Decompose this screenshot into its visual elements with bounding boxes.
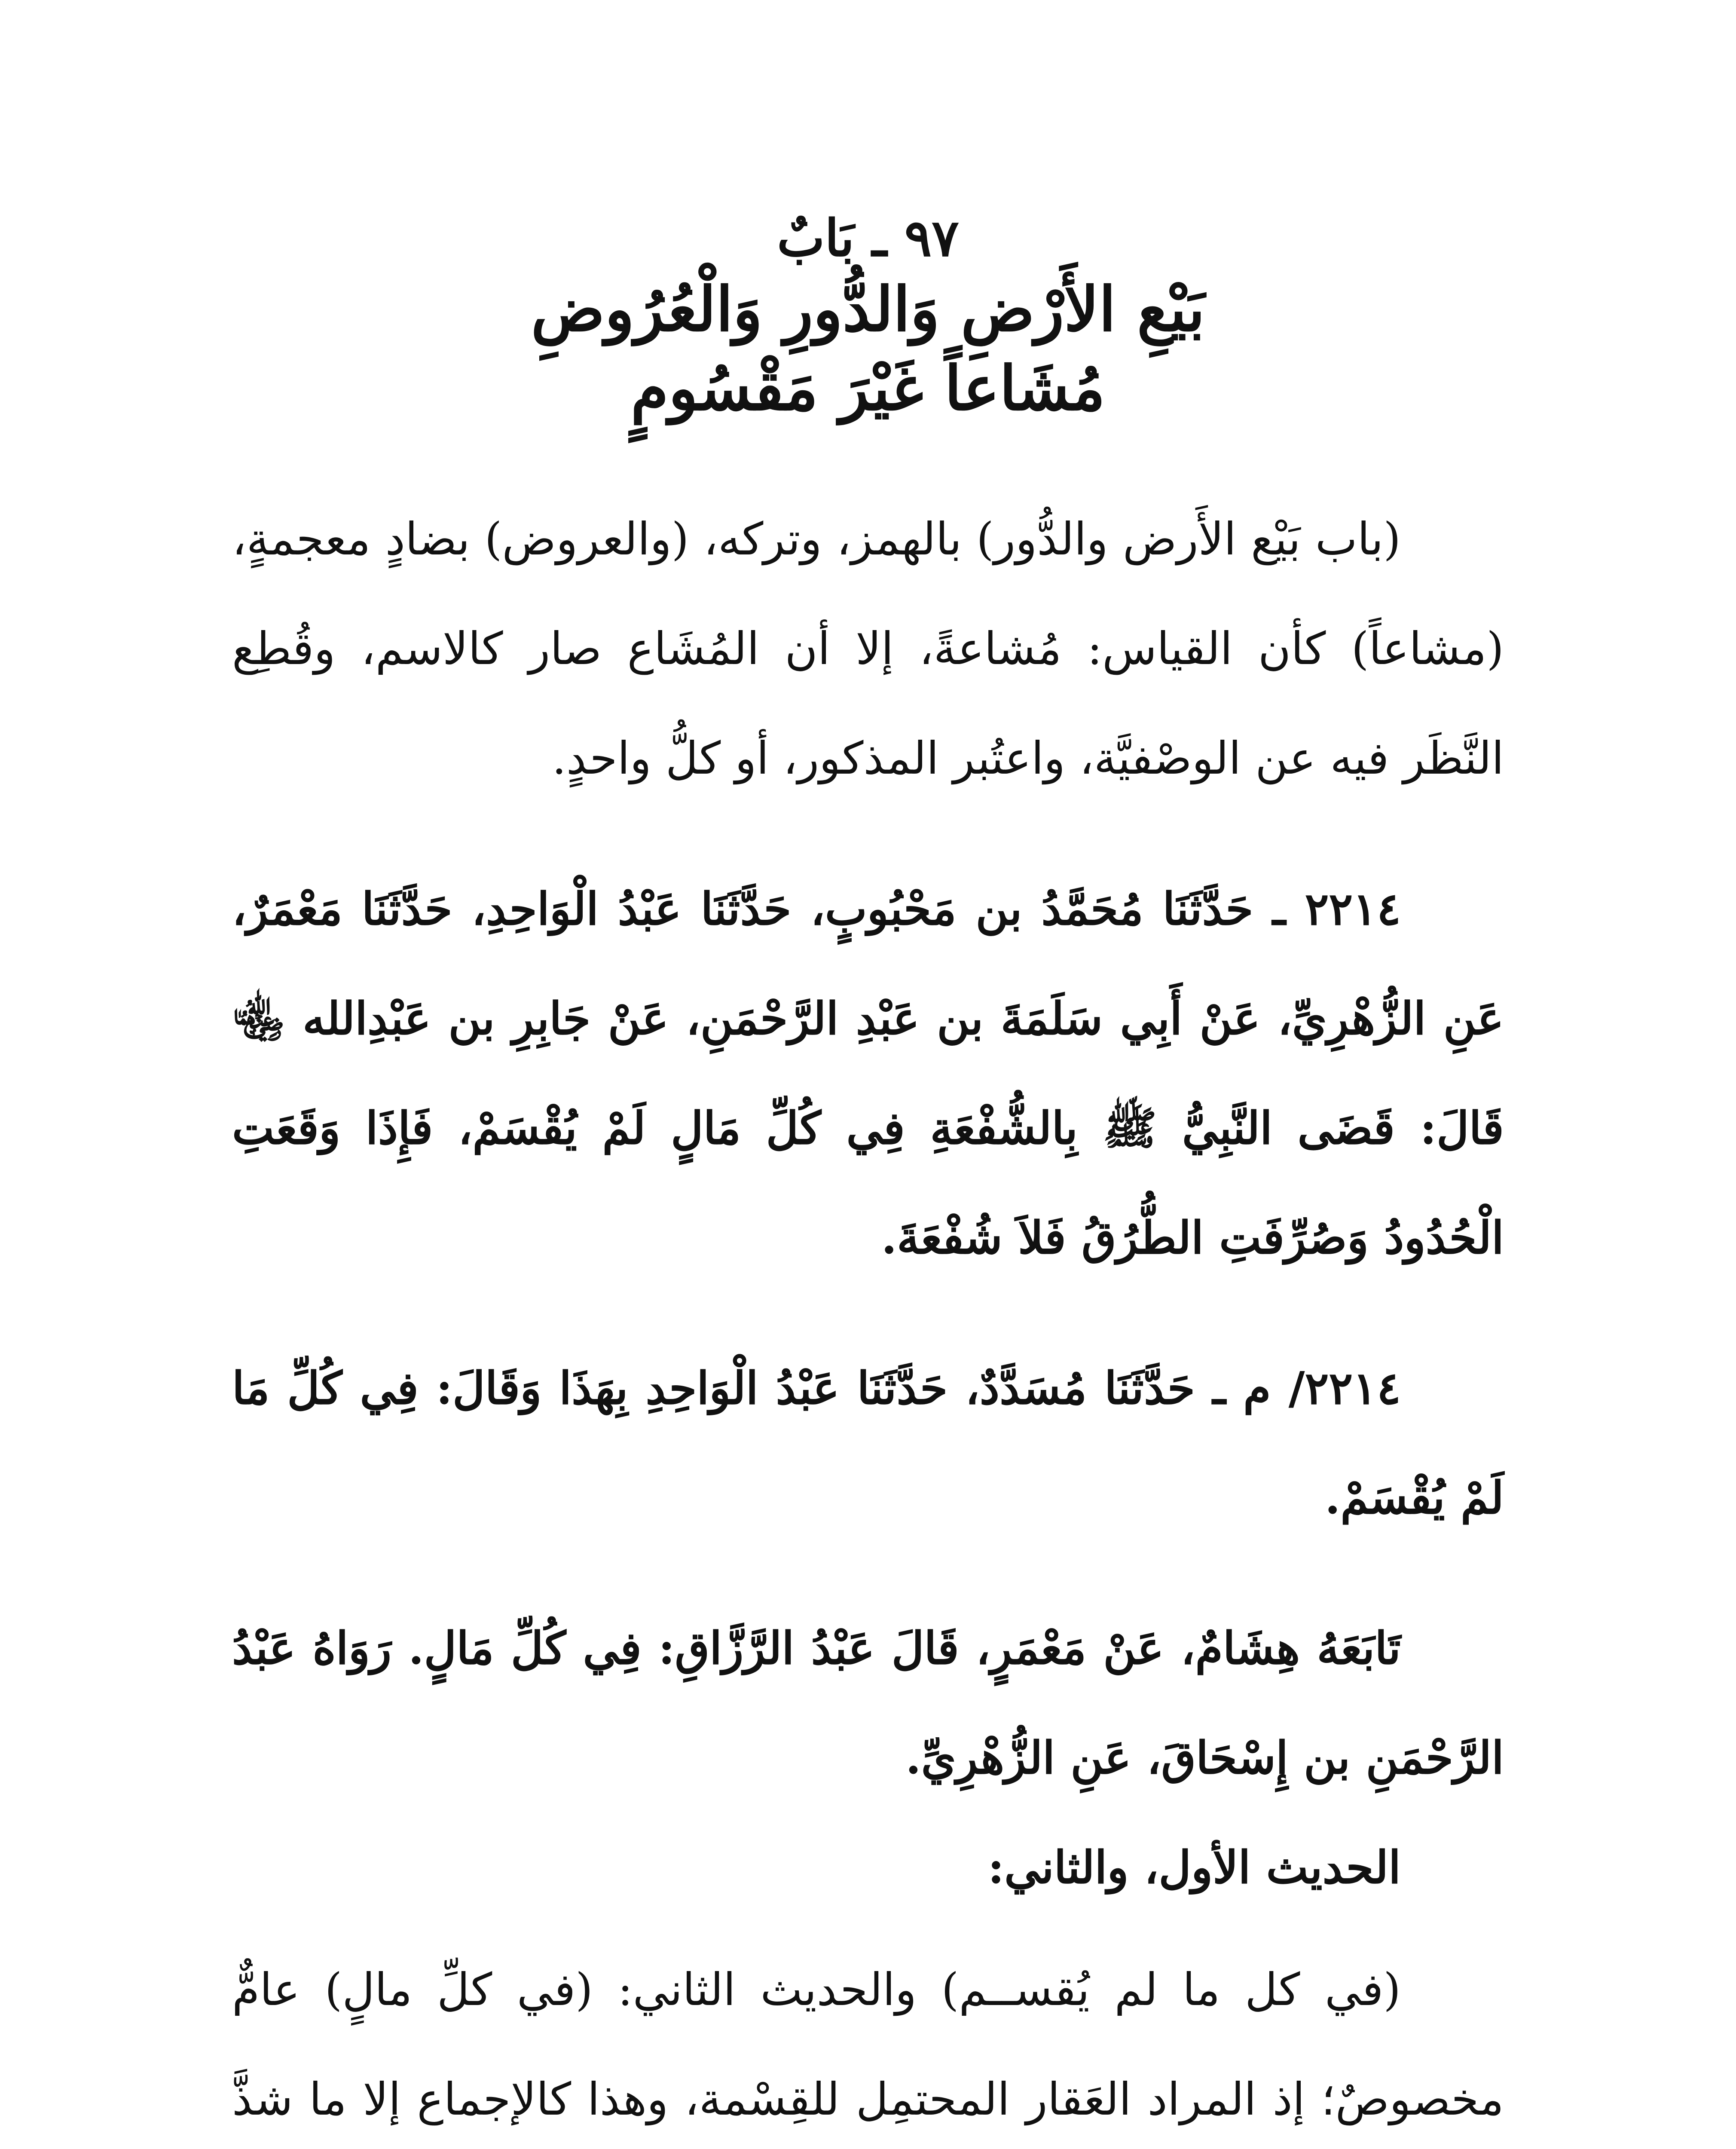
hadith-2214-m: ٢٢١٤/ م ـ حَدَّثَنَا مُسَدَّدٌ، حَدَّثَنَا عَبْدُ الْوَاحِدِ بِهَذَا وَقَالَ: فِي كُلِّ مَا لَمْ يُقْسَمْ. — [232, 1361, 1504, 1524]
chapter-number: ٩٧ ـ بَابٌ — [777, 208, 959, 268]
section-subheading: الحديث الأول، والثاني: — [987, 1840, 1401, 1894]
spacer — [232, 1552, 1504, 1593]
commentary-paragraph-2: (في كل ما لم يُقســم) والحديث الثاني: (في كلِّ مالٍ) عامٌّ مخصوصٌ؛ إذ المراد العَقار المحتمِل للقِسْمة، وهذا كالإجماع إلا ما شذَّ — [232, 1963, 1504, 2125]
mutabaah-paragraph: تَابَعَهُ هِشَامٌ، عَنْ مَعْمَرٍ، قَالَ عَبْدُ الرَّزَّاقِ: فِي كُلِّ مَالٍ. رَوَاهُ عَبْدُ الرَّحْمَنِ بن إِسْحَاقَ، عَنِ الزُّهْرِيِّ. — [232, 1621, 1504, 1784]
chapter-title-line-2: مُشَاعاً غَيْرَ مَقْسُومٍ — [630, 353, 1106, 425]
spacer — [232, 813, 1504, 854]
spacer — [232, 1922, 1504, 1935]
spacer — [232, 429, 1504, 484]
commentary-paragraph-1: (باب بَيْع الأَرض والدُّور) بالهمز، وتركه، (والعروض) بضادٍ معجمةٍ، (مشاعاً) كأن القياس: مُشاعةً، إلا أن المُشَاع صار كالاسم، وقُطِع النَّظَر فيه عن الوصْفيَّة، واعتُبر المذكور، أو كلُّ واحدٍ. — [232, 512, 1504, 784]
chapter-title-line-1: بَيْعِ الأَرْضِ وَالدُّورِ وَالْعُرُوضِ — [531, 273, 1205, 345]
page-content — [232, 206, 1504, 2149]
hadith-2214: ٢٢١٤ ـ حَدَّثَنَا مُحَمَّدُ بن مَحْبُوبٍ، حَدَّثَنَا عَبْدُ الْوَاحِدِ، حَدَّثَنَا مَعْمَرٌ، عَنِ الزُّهْرِيِّ، عَنْ أَبِي سَلَمَةَ بن عَبْدِ الرَّحْمَنِ، عَنْ جَابِرِ بن عَبْدِالله ﵄ قَالَ: قَضَى النَّبِيُّ ﷺ بِالشُّفْعَةِ فِي كُلِّ مَالٍ لَمْ يُقْسَمْ، فَإِذَا وَقَعَتِ الْحُدُودُ وَصُرِّفَتِ الطُّرُقُ فَلاَ شُفْعَةَ. — [232, 882, 1504, 1264]
spacer — [232, 1292, 1504, 1333]
